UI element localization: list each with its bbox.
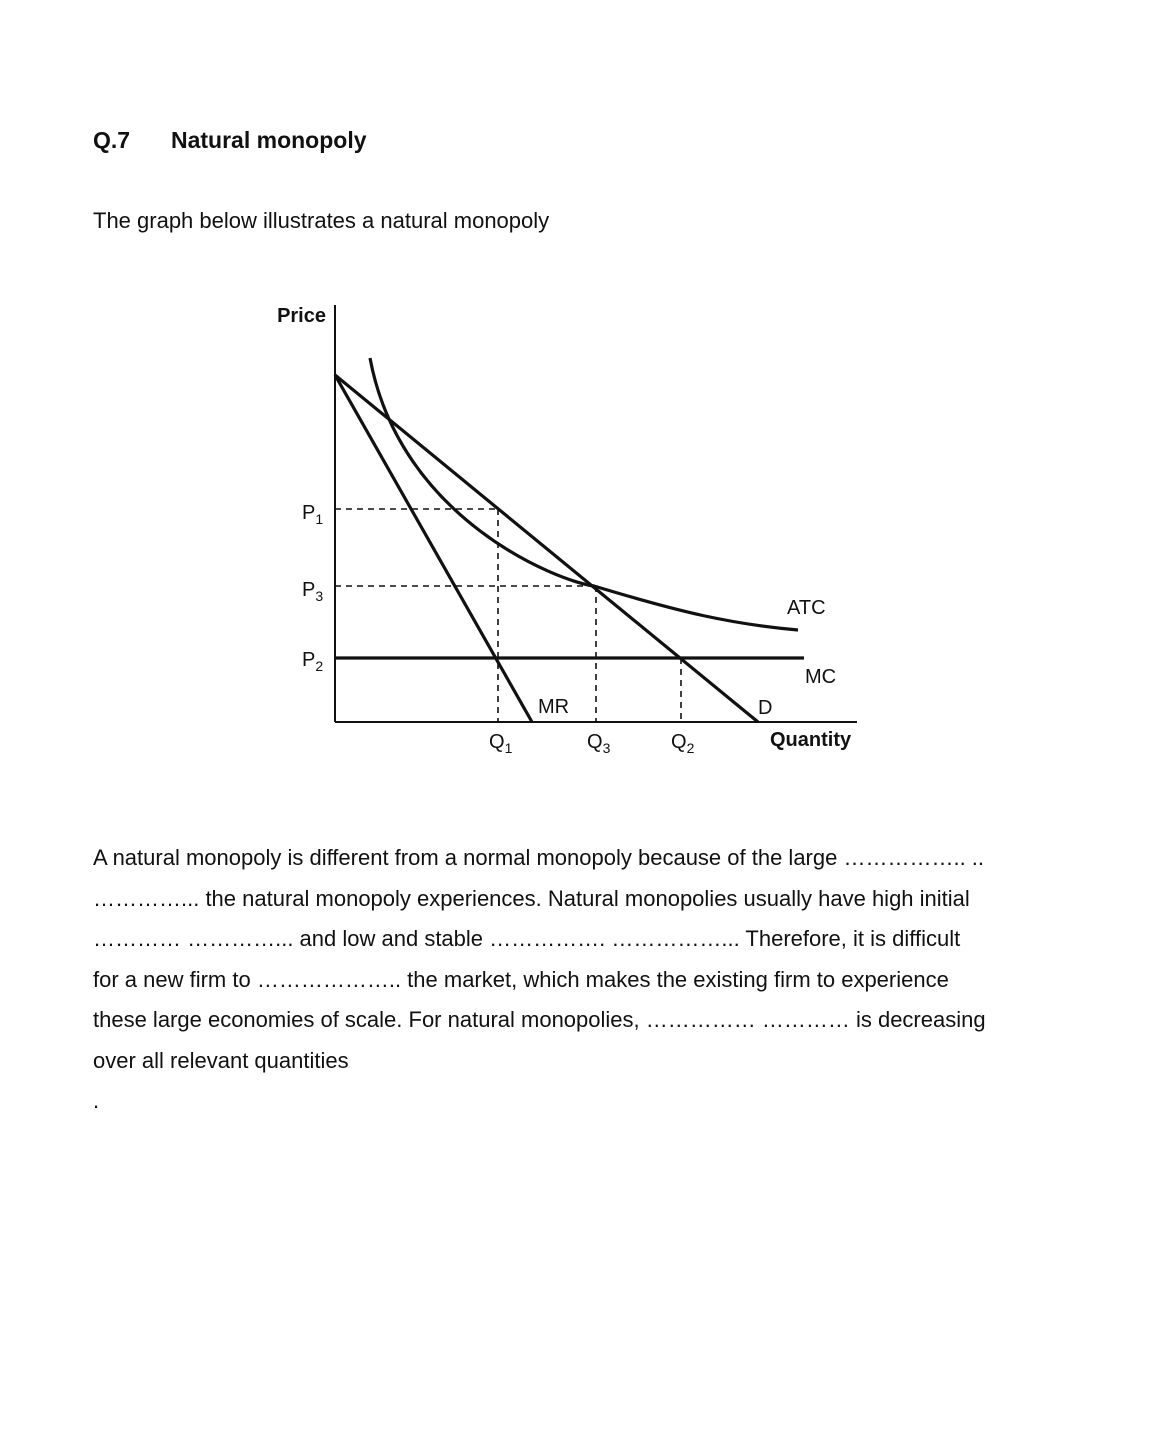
paragraph-line: ………… …………... and low and stable ……………. ……………... Therefore, it is difficult bbox=[93, 926, 961, 951]
y-tick-p3: $P_3$ bbox=[302, 579, 324, 604]
question-number: Q.7 bbox=[93, 127, 131, 153]
y-tick-p2: $P_2$ bbox=[302, 649, 324, 674]
x-axis-label: Quantity bbox=[770, 729, 852, 751]
paragraph-line: these large economies of scale. For natural monopolies, …………… ………… is decreasing bbox=[93, 1007, 986, 1032]
mr-curve bbox=[335, 375, 532, 722]
demand-curve bbox=[335, 375, 758, 722]
question-title: Natural monopoly bbox=[171, 127, 367, 153]
atc-curve bbox=[370, 358, 798, 630]
x-tick-q3: $Q_3$ bbox=[587, 731, 611, 756]
demand-label: D bbox=[758, 697, 773, 719]
question-heading bbox=[93, 127, 367, 154]
natural-monopoly-graph bbox=[260, 290, 880, 770]
paragraph-line: A natural monopoly is different from a normal monopoly because of the large …………….. .. bbox=[93, 845, 985, 870]
atc-label: ATC bbox=[787, 597, 826, 619]
paragraph-line: over all relevant quantities bbox=[93, 1047, 349, 1073]
x-tick-q2: $Q_2$ bbox=[671, 731, 695, 756]
paragraph-line: …………... the natural monopoly experiences. Natural monopolies usually have high initial bbox=[93, 885, 970, 911]
y-axis-label: Price bbox=[277, 305, 326, 327]
x-tick-q1: $Q_1$ bbox=[489, 731, 513, 756]
y-tick-p1: $P_1$ bbox=[302, 502, 324, 527]
intro-text: The graph below illustrates a natural monopoly bbox=[93, 208, 550, 233]
paragraph-line: for a new firm to ……………….. the market, which makes the existing firm to experience bbox=[93, 966, 949, 992]
stray-dot: . bbox=[93, 1088, 100, 1113]
mc-label: MC bbox=[805, 666, 837, 688]
mr-label: MR bbox=[538, 696, 570, 718]
fill-in-paragraph bbox=[93, 838, 1073, 1081]
